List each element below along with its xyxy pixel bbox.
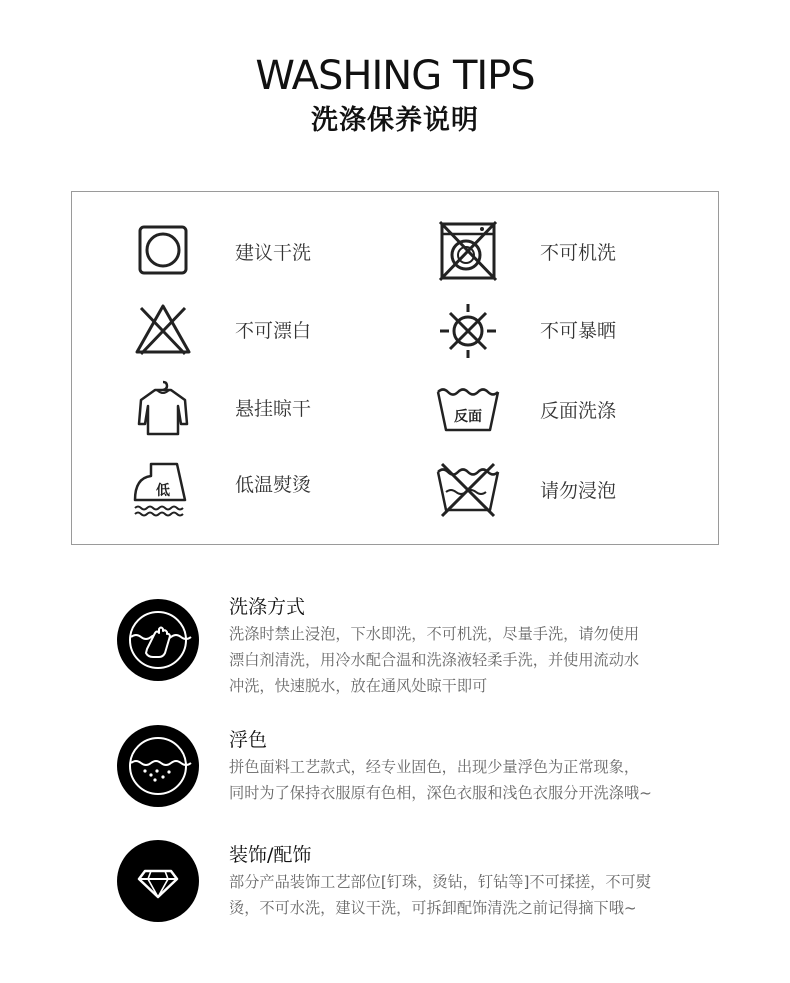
- no-sun-dry-icon: [436, 298, 500, 362]
- wash-inside-out-icon-text: 反面: [454, 409, 482, 425]
- dry-clean-icon: [131, 218, 195, 282]
- info-title-accessories: 装饰/配饰: [229, 844, 312, 866]
- info-text-accessories: [229, 869, 699, 921]
- page-title-en: WASHING TIPS: [255, 53, 535, 99]
- diamond-icon: [117, 840, 199, 922]
- symbol-label-no-sun-dry: 不可暴晒: [540, 320, 617, 342]
- info-line: 拼色面料工艺款式，经专业固色，出现少量浮色为正常现象，: [229, 758, 640, 776]
- no-machine-wash-icon: [436, 218, 500, 282]
- info-text-color-fade: [229, 754, 699, 806]
- low-iron-icon: [131, 458, 195, 522]
- info-line: 同时为了保持衣服原有色相，深色衣服和浅色衣服分开洗涤哦~: [229, 784, 652, 802]
- no-bleach-icon: [131, 298, 195, 362]
- info-text-wash-method: [229, 621, 699, 699]
- wash-inside-out-icon: [436, 378, 500, 442]
- info-line: 冲洗，快速脱水，放在通风处晾干即可: [229, 677, 488, 695]
- no-soak-icon: [436, 458, 500, 522]
- hand-wash-icon: [117, 599, 199, 681]
- info-line: 烫，不可水洗，建议干洗，可拆卸配饰清洗之前记得摘下哦~: [229, 899, 637, 917]
- symbol-label-no-bleach: 不可漂白: [235, 320, 312, 342]
- info-title-color-fade: 浮色: [229, 729, 268, 751]
- page-title-cn: 洗涤保养说明: [311, 105, 479, 136]
- symbol-label-low-iron: 低温熨烫: [235, 474, 312, 496]
- info-line: 漂白剂清洗，用冷水配合温和洗涤液轻柔手洗，并使用流动水: [229, 651, 640, 669]
- symbol-label-wash-inside-out: 反面洗涤: [540, 400, 617, 422]
- symbol-label-no-soak: 请勿浸泡: [540, 480, 617, 502]
- info-title-wash-method: 洗涤方式: [229, 596, 306, 618]
- info-line: 洗涤时禁止浸泡，下水即洗，不可机洗，尽量手洗，请勿使用: [229, 625, 640, 643]
- low-iron-icon-text: 低: [156, 483, 170, 499]
- symbol-label-hang-dry: 悬挂晾干: [235, 398, 312, 420]
- symbol-label-no-machine-wash: 不可机洗: [540, 242, 617, 264]
- symbol-label-dry-clean: 建议干洗: [235, 242, 312, 264]
- hang-dry-icon: [131, 376, 195, 440]
- color-fade-icon: [117, 725, 199, 807]
- info-line: 部分产品装饰工艺部位[钉珠，烫钻，钉钻等]不可揉搓，不可熨: [229, 873, 651, 891]
